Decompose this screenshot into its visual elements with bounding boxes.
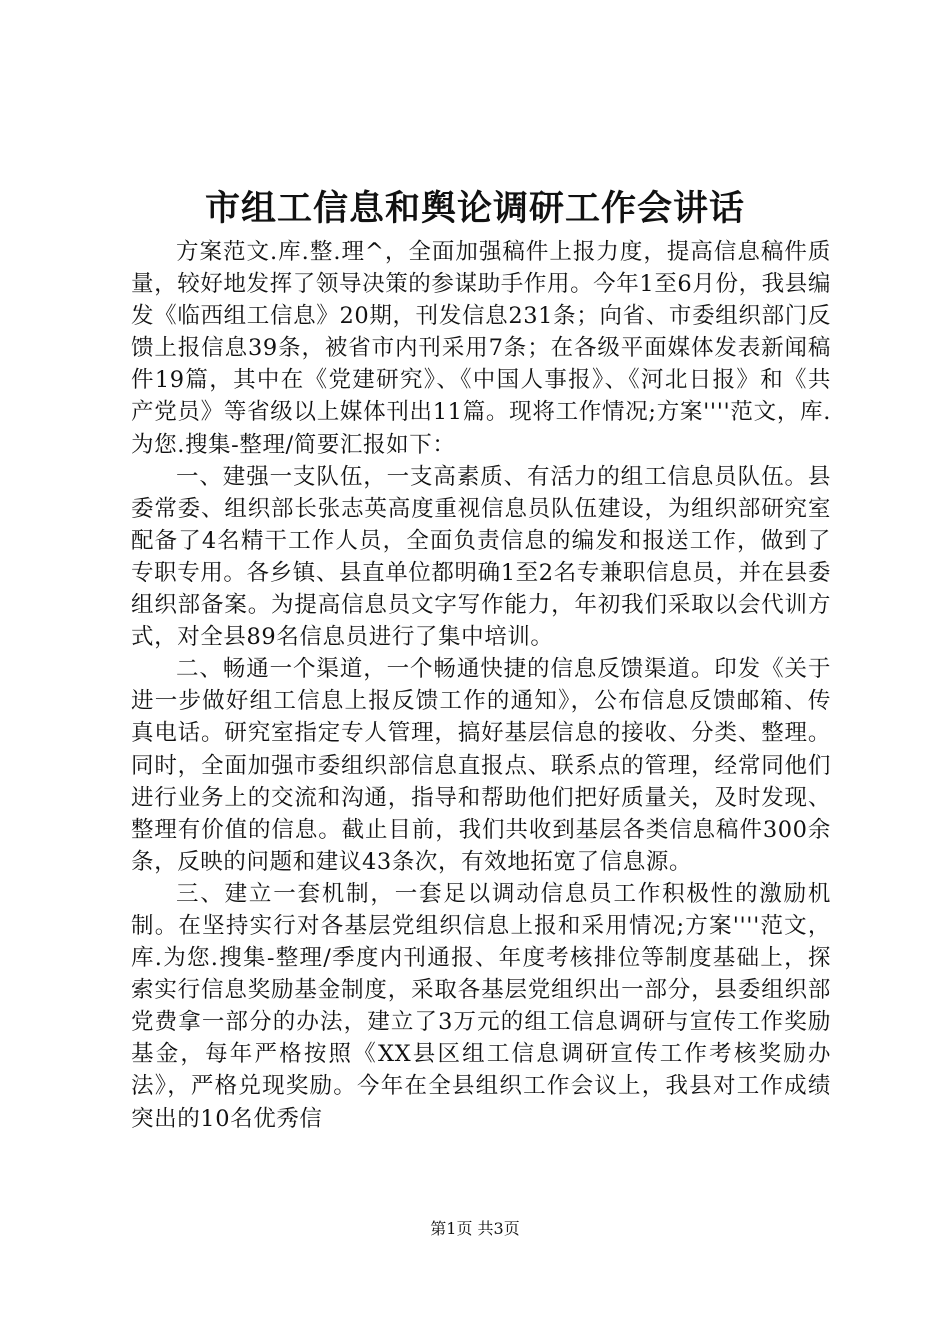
page-number-footer: 第1页 共3页 [430,1219,520,1238]
document-body [131,236,831,1135]
paragraph-section-three: 三、建立一套机制，一套足以调动信息员工作积极性的激励机制。在坚持实行对各基层党组织信息上报和采用情况;方案''''范文，库.为您.搜集-整理/季度内刊通报、年度考核排位等制度基础上，探索实行信息奖励基金制度，采取各基层党组织出一部分，县委组织部党费拿一部分的办法，建立了3万元的组工信息调研与宣传工作奖励基金，每年严格按照《XX县区组工信息调研宣传工作考核奖励办法》，严格兑现奖励。今年在全县组织工作会议上，我县对工作成绩突出的10名优秀信 [131,880,831,1132]
paragraph-section-two: 二、畅通一个渠道，一个畅通快捷的信息反馈渠道。印发《关于进一步做好组工信息上报反馈工作的通知》，公布信息反馈邮箱、传真电话。研究室指定专人管理，搞好基层信息的接收、分类、整理。同时，全面加强市委组织部信息直报点、联系点的管理，经常同他们进行业务上的交流和沟通，指导和帮助他们把好质量关，及时发现、整理有价值的信息。截止目前，我们共收到基层各类信息稿件300余条，反映的问题和建议43条次，有效地拓宽了信息源。 [131,656,831,875]
paragraph-section-one: 一、建强一支队伍，一支高素质、有活力的组工信息员队伍。县委常委、组织部长张志英高度重视信息员队伍建设，为组织部研究室配备了4名精干工作人员，全面负责信息的编发和报送工作，做到了专职专用。各乡镇、县直单位都明确1至2名专兼职信息员，并在县委组织部备案。为提高信息员文字写作能力，年初我们采取以会代训方式，对全县89名信息员进行了集中培训。 [131,463,831,651]
document-title: 市组工信息和舆论调研工作会讲话 [204,188,745,229]
paragraph-intro: 方案范文.库.整.理^，全面加强稿件上报力度，提高信息稿件质量，较好地发挥了领导决策的参谋助手作用。今年1至6月份，我县编发《临西组工信息》20期，刊发信息231条；向省、市委组织部门反馈上报信息39条，被省市内刊采用7条；在各级平面媒体发表新闻稿件19篇，其中在《党建研究》、《中国人事报》、《河北日报》和《共产党员》等省级以上媒体刊出11篇。现将工作情况;方案''''范文，库.为您.搜集-整理/简要汇报如下： [131,239,831,458]
